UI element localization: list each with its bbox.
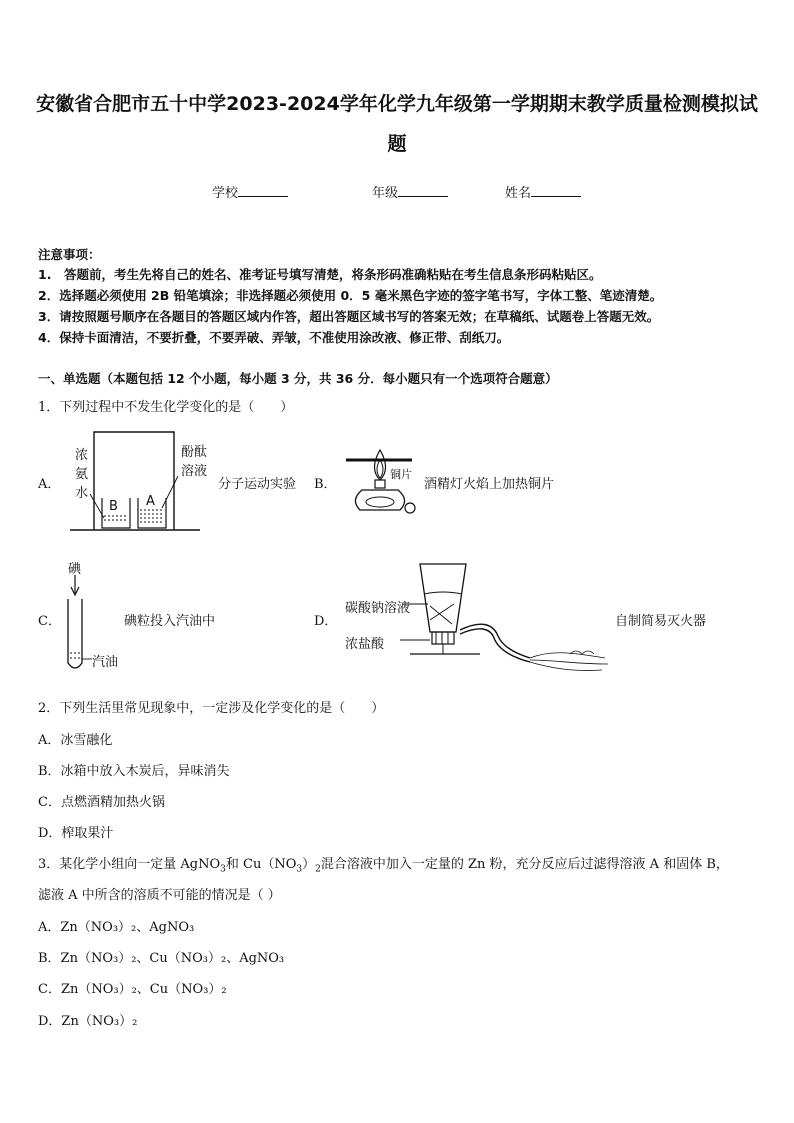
phenolphthalein-label-2: 溶液 (181, 464, 208, 479)
q2-option-a[interactable]: A．冰雪融化 (38, 733, 113, 748)
q3-stem-part: ） (302, 857, 316, 872)
name-label: 姓名 (505, 186, 532, 201)
notice-item: 4．保持卡面清洁，不要折叠，不要弄破、弄皱，不准使用涂改液、修正带、刮纸刀。 (38, 330, 510, 345)
page-title-cont: 题 (387, 133, 407, 155)
name-blank[interactable] (531, 184, 581, 197)
school-field (212, 182, 288, 201)
q3-option-b[interactable]: B．Zn（NO₃）₂、Cu（NO₃）₂、AgNO₃ (38, 951, 285, 966)
section-heading: 一、单选题（本题包括 12 个小题，每小题 3 分，共 36 分．每小题只有一个选项符合题意） (38, 371, 558, 386)
q1-option-d-caption: 自制简易灭火器 (615, 614, 707, 629)
phenolphthalein-label-1: 酚酞 (181, 445, 208, 460)
q3-stem-subscript: 3 (220, 864, 226, 875)
question-3-stem-line2: 滤液 A 中所含的溶质不可能的情况是（ ） (38, 888, 281, 903)
school-label: 学校 (212, 186, 239, 201)
notice-item: 3．请按照题号顺序在各题目的答题区域内作答，超出答题区域书写的答案无效；在草稿纸、试题卷上答题无效。 (38, 309, 660, 324)
name-field (505, 182, 581, 201)
q3-option-c[interactable]: C．Zn（NO₃）₂、Cu（NO₃）₂ (38, 982, 227, 997)
beaker-a-label: A (146, 494, 155, 509)
notice-item: 1. 答题前，考生先将自己的姓名、准考证号填写清楚，将条形码准确粘贴在考生信息条形码粘贴区。 (38, 267, 602, 282)
q3-stem-part: 3．某化学小组向一定量 AgNO (38, 857, 221, 872)
q1-option-c-caption: 碘粒投入汽油中 (124, 614, 216, 629)
q1-option-a-caption: 分子运动实验 (218, 477, 297, 492)
page-title: 安徽省合肥市五十中学2023-2024学年化学九年级第一学期期末教学质量检测模拟试 (36, 93, 758, 115)
alcohol-lamp-diagram (340, 442, 420, 522)
notice-heading: 注意事项： (38, 247, 101, 262)
gasoline-label: 汽油 (92, 655, 119, 670)
q2-option-b[interactable]: B．冰箱中放入木炭后，异味消失 (38, 764, 230, 779)
q1-option-b-caption: 酒精灯火焰上加热铜片 (424, 477, 555, 492)
fire-extinguisher-diagram (380, 560, 620, 675)
q3-option-d[interactable]: D．Zn（NO₃）₂ (38, 1014, 138, 1029)
q3-stem-subscript: 2 (315, 864, 321, 875)
school-blank[interactable] (238, 184, 288, 197)
ammonia-label-2: 氨 (75, 467, 89, 482)
question-3-stem-line1 (38, 853, 729, 875)
iodine-label: 碘 (68, 562, 82, 577)
q2-option-c[interactable]: C．点燃酒精加热火锅 (38, 795, 165, 810)
q1-option-a-letter[interactable]: A． (38, 477, 61, 492)
q1-option-c-letter[interactable]: C． (38, 614, 61, 629)
grade-label: 年级 (372, 186, 399, 201)
question-2-stem: 2．下列生活里常见现象中，一定涉及化学变化的是（ ） (38, 701, 385, 716)
grade-field (372, 182, 448, 201)
q2-option-d[interactable]: D．榨取果汁 (38, 826, 114, 841)
copper-sheet-label: 铜片 (390, 468, 412, 481)
q3-option-a[interactable]: A．Zn（NO₃）₂、AgNO₃ (38, 920, 195, 935)
grade-blank[interactable] (398, 184, 448, 197)
q1-option-b-letter[interactable]: B． (314, 477, 337, 492)
hydrochloric-acid-label: 浓盐酸 (345, 637, 385, 652)
q3-stem-part: 混合溶液中加入一定量的 Zn 粉，充分反应后过滤得溶液 A 和固体 B， (320, 857, 729, 872)
ammonia-label-1: 浓 (75, 448, 89, 463)
q3-stem-subscript: 3 (296, 864, 303, 875)
notice-item: 2．选择题必须使用 2B 铅笔填涂；非选择题必须使用 0．5 毫米黑色字迹的签字笔书写，字体工整、笔迹清楚。 (38, 288, 663, 303)
ammonia-label-3: 水 (75, 486, 89, 501)
beaker-b-label: B (109, 499, 118, 514)
question-1-stem: 1．下列过程中不发生化学变化的是（ ） (38, 400, 294, 415)
q3-stem-part: 和 Cu（NO (225, 857, 297, 872)
q1-option-d-letter[interactable]: D． (314, 614, 338, 629)
sodium-carbonate-label: 碳酸钠溶液 (345, 601, 411, 616)
